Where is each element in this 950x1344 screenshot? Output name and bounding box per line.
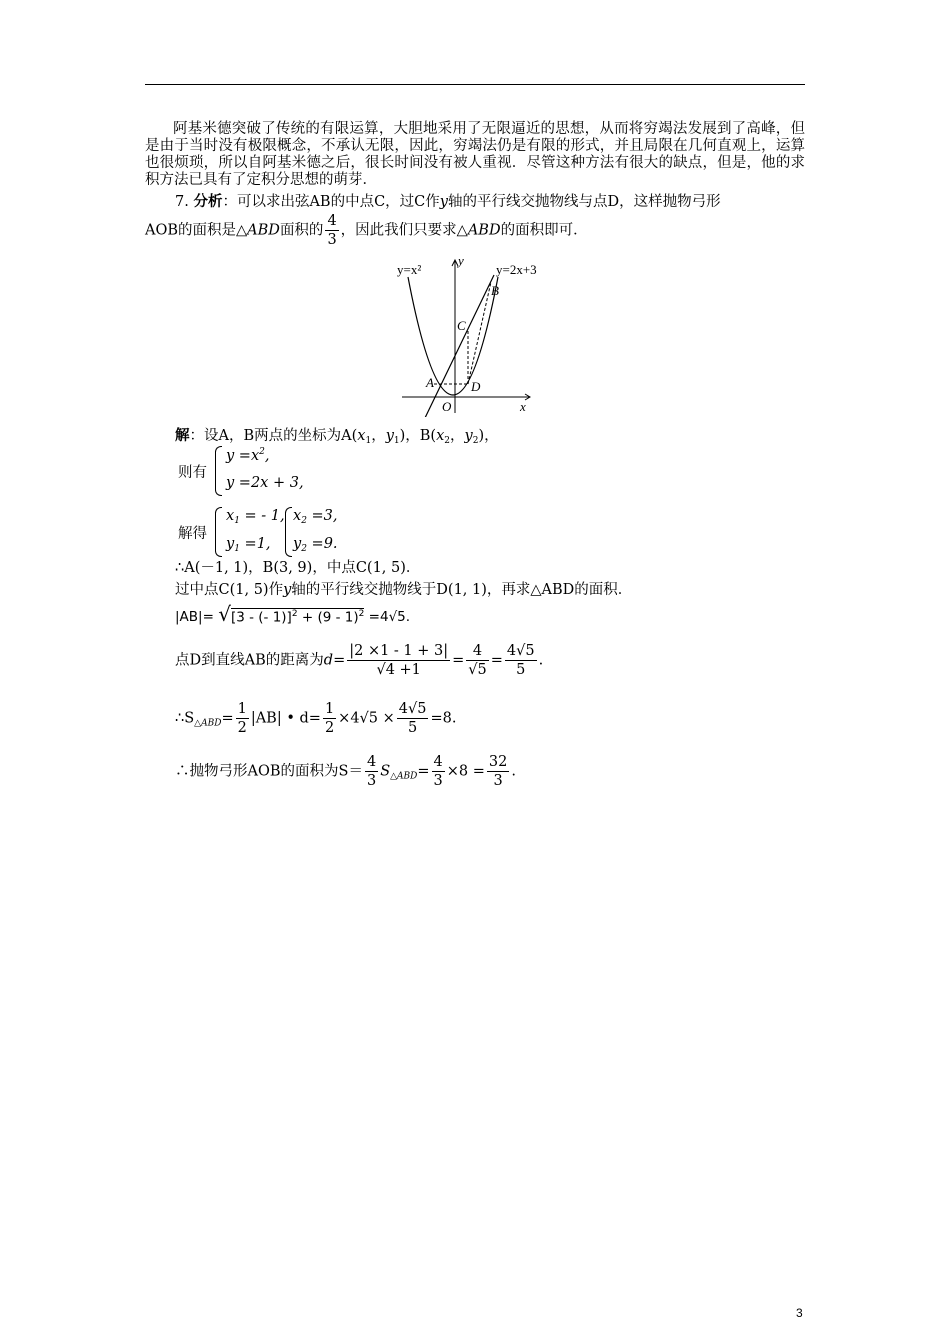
q7-text4: 面积的 (279, 222, 324, 239)
x2sub: 2 (301, 516, 307, 526)
dist-dot: . (538, 652, 544, 669)
fa-d: 3 (366, 773, 377, 789)
dist-mid2: = (490, 652, 503, 669)
q7-line2 (145, 212, 588, 249)
frac-4-3-b (432, 753, 445, 790)
label-parabola: y=x² (397, 262, 422, 277)
q7-text3: AOB的面积是△ (145, 222, 248, 239)
brace-system3 (285, 507, 292, 557)
page-number: 3 (796, 1306, 803, 1320)
header-rule (145, 84, 805, 85)
y2s: y (293, 536, 302, 552)
solution-x2 (293, 508, 338, 526)
par-b: 轴的平行线交抛物线于D(1, 1)，再求△ABD的面积． (291, 582, 633, 598)
ab-length (175, 602, 410, 626)
ab-res: =4√5. (368, 609, 411, 625)
label-axis-y: y (458, 255, 464, 268)
dsqrt5: √5 (468, 662, 487, 678)
area-res: =8. (430, 710, 457, 727)
solution-y1 (226, 536, 271, 554)
q7-number: 7. (175, 194, 189, 210)
label-point-c: C (457, 318, 466, 333)
x1: x (357, 428, 366, 444)
dist-mid: = (452, 652, 465, 669)
fb-d: 3 (433, 773, 443, 789)
y1: y (385, 428, 394, 444)
x2s: x (293, 508, 302, 524)
par-a: 过中点C(1, 5)作 (175, 582, 284, 598)
paragraph-text: 阿基米德突破了传统的有限运算，大胆地采用了无限逼近的思想，从而将穷竭法发展到了高峰，但是由于当时没有极限概念，不承认无限，因此，穷竭法仍是有限的形式，并且局限在几何直观上，运算也很烦琐，所以自阿基米德之后，很长时间没有被人重视．尽管这种方法有很大的缺点，但是，他的求积方法已具有了定积分思想的萌芽． (145, 121, 805, 188)
hd: 2 (237, 720, 247, 736)
ab-sq1: 2 (291, 608, 298, 619)
f32n: 32 (488, 754, 508, 770)
q7-abd: ABD (247, 222, 280, 239)
x2: x (436, 428, 445, 444)
segment-bd (468, 282, 491, 384)
comma: ， (371, 428, 386, 444)
frac-4sqrt5-5 (505, 642, 537, 679)
q7-text6: 的面积即可． (500, 222, 588, 239)
ab-inner: [3 - (- 1)] (230, 609, 292, 625)
area-sub: △ABD (194, 718, 222, 729)
fa-n: 4 (366, 754, 377, 770)
hn2: 1 (324, 701, 335, 717)
x1s: x (226, 508, 235, 524)
q7-analysis-label: 分析 (193, 193, 223, 210)
ab-sq2: 2 (358, 608, 365, 619)
frac-4-sqrt5 (466, 642, 488, 679)
y2: y (464, 428, 473, 444)
dist-num: |2 ×1 - 1 + 3| (349, 643, 449, 659)
dist-d: d (323, 652, 334, 669)
frac-half (236, 700, 249, 737)
final-s: S (380, 763, 391, 780)
sqrt-symbol: √ (218, 602, 231, 626)
label-line: y=2x+3 (496, 262, 537, 277)
sub2: 2 (444, 436, 451, 446)
frac-num: 4 (327, 213, 337, 229)
label-point-b: B (491, 283, 499, 298)
final-prefix: ∴抛物弓形AOB的面积为S＝ (175, 763, 363, 780)
q7-line1 (175, 190, 721, 211)
dist-prefix: 点D到直线AB的距离为 (175, 652, 324, 669)
q7-text1: ：可以求出弦AB的中点C，过C作 (222, 194, 440, 210)
solution-label: 解 (175, 427, 190, 444)
final-mid: ×8 = (446, 763, 485, 780)
hd2: 2 (324, 720, 335, 736)
parabola-figure (390, 255, 540, 417)
y2val: =9. (311, 536, 338, 552)
frac-4sqrt5-5-b (397, 700, 429, 737)
n4sqrt5b: 4√5 (398, 701, 427, 717)
brace-system2 (215, 507, 222, 557)
y1val: =1, (244, 536, 271, 552)
solution-line1 (175, 424, 499, 446)
therefore-points: ∴A(－1, 1)，B(3, 9)，中点C(1, 5)． (175, 560, 421, 576)
q7-y: y (439, 194, 448, 210)
frac-den: 3 (327, 232, 337, 248)
solution-y2 (293, 536, 338, 554)
y1s: y (226, 536, 235, 552)
area-prefix: ∴S (175, 710, 195, 727)
distance-line (175, 642, 543, 679)
label-zeyou: 则有 (178, 465, 207, 481)
sqrt-body (231, 608, 364, 626)
q7-abd-2: ABD (467, 222, 501, 239)
end: )， (478, 428, 499, 444)
area-mid: |AB| • d= (250, 710, 321, 727)
brace-system1 (215, 446, 222, 496)
label-jiede: 解得 (178, 526, 207, 542)
final-dot: . (511, 763, 516, 780)
fraction-four-thirds (325, 212, 338, 249)
sub1: 1 (365, 436, 372, 446)
eq1: y =x (226, 447, 260, 464)
n4sqrt5: 4√5 (506, 643, 535, 659)
sol-text: ：设A，B两点的坐标为A( (189, 428, 358, 444)
label-point-d: D (471, 379, 481, 394)
q7-text2: 轴的平行线交抛物线与点D，这样抛物弓形 (447, 194, 721, 210)
line-parallel (175, 578, 632, 599)
system1-eq1 (226, 447, 269, 464)
fb-n: 4 (433, 754, 443, 770)
frac-4-3-a (365, 753, 378, 790)
x2val: =3, (311, 508, 338, 524)
par-y: y (283, 582, 292, 598)
x1sub: 1 (234, 516, 240, 526)
sub2b: 2 (472, 436, 479, 446)
q7-text5: ，因此我们只要求△ (340, 222, 468, 239)
n4: 4 (466, 642, 488, 661)
final-sub: △ABD (390, 771, 418, 782)
area-line (175, 700, 456, 737)
label-origin: O (442, 399, 452, 414)
sub1b: 1 (393, 436, 400, 446)
paragraph-archimedes (145, 121, 805, 189)
d5: 5 (516, 662, 526, 678)
hn: 1 (237, 701, 247, 717)
frac-32-3 (487, 753, 509, 790)
ab-plus: + (9 - 1) (301, 609, 359, 625)
final-eq: = (417, 763, 430, 780)
final-line (175, 753, 516, 790)
y1sub: 1 (234, 544, 240, 554)
area-mid2: ×4√5 × (338, 710, 395, 727)
solution-x1 (226, 508, 285, 526)
label-axis-x: x (520, 399, 526, 414)
ab-l: |AB|= (175, 609, 214, 625)
line-ab (424, 275, 494, 417)
dist-den: √4 +1 (376, 662, 421, 678)
label-point-a: A (426, 375, 434, 390)
eq1-end: , (264, 447, 270, 464)
dist-eq: = (333, 652, 346, 669)
frac-half-2 (323, 700, 336, 737)
frac-distance (347, 642, 450, 679)
mid: )，B( (399, 428, 437, 444)
x1val: = - 1, (244, 508, 285, 524)
d5b: 5 (408, 720, 418, 736)
sup2: 2 (259, 447, 265, 457)
y2sub: 2 (301, 544, 307, 554)
system1-eq2: y =2x + 3, (226, 475, 304, 491)
f3d: 3 (493, 773, 503, 789)
comma2: ， (450, 428, 465, 444)
area-eq: = (221, 710, 234, 727)
